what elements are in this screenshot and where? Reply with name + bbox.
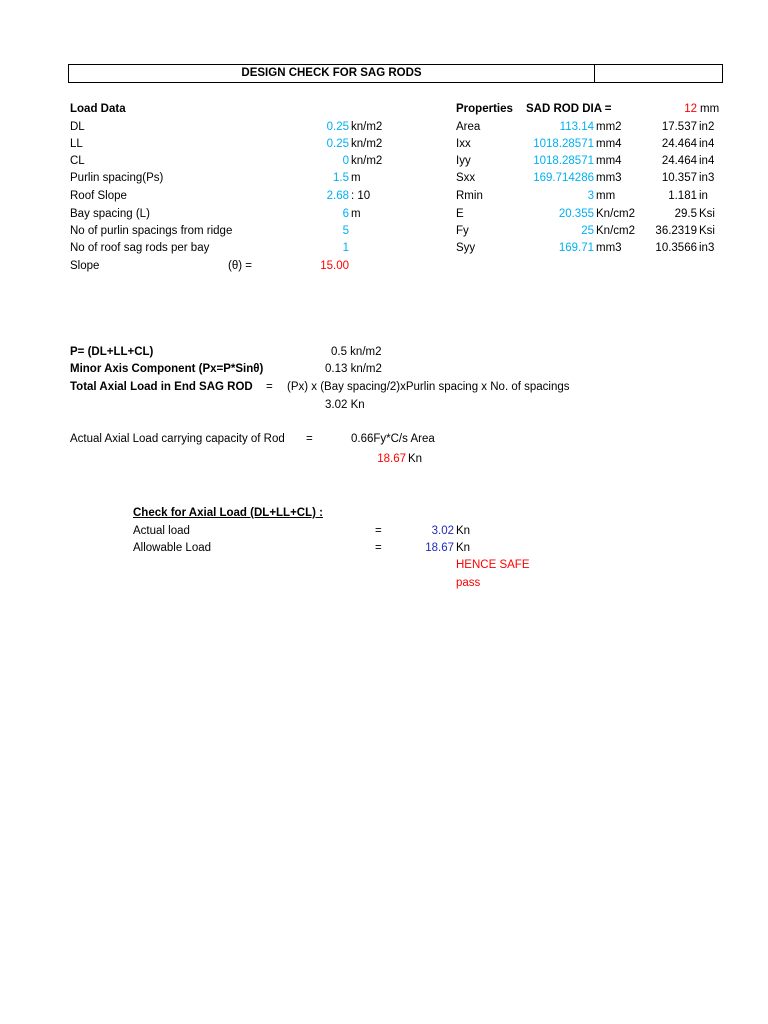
area-imperial-unit: in2 — [699, 121, 715, 133]
iyy-unit: mm4 — [596, 155, 622, 167]
fy-imperial-unit: Ksi — [699, 225, 715, 237]
check-heading: Check for Axial Load (DL+LL+CL) : — [133, 507, 323, 519]
fy-value: 25 — [581, 225, 594, 237]
allowable-load-unit: Kn — [456, 542, 471, 554]
ll-value: 0.25 — [326, 138, 349, 150]
capacity-formula: 0.66Fy*C/s Area — [351, 433, 435, 445]
syy-unit: mm3 — [596, 242, 622, 254]
purlin-spacing-label: Purlin spacing(Ps) — [70, 172, 164, 184]
area-unit: mm2 — [596, 121, 622, 133]
actual-load-label: Actual load — [133, 525, 190, 537]
rmin-value: 3 — [587, 190, 594, 202]
roof-slope-value: 2.68 — [326, 190, 349, 202]
sxx-unit: mm3 — [596, 172, 622, 184]
ixx-value: 1018.28571 — [533, 138, 594, 150]
total-axial-label: Total Axial Load in End SAG ROD — [70, 381, 253, 393]
sxx-imperial-unit: in3 — [699, 172, 715, 184]
capacity-label: Actual Axial Load carrying capacity of Rod — [70, 433, 285, 445]
capacity-value: 18.67 — [377, 453, 406, 465]
purlin-count-label: No of purlin spacings from ridge — [70, 225, 233, 237]
slope-symbol: (θ) = — [228, 260, 252, 272]
fy-imperial: 36.2319 — [655, 225, 697, 237]
ixx-label: Ixx — [456, 138, 471, 150]
e-imperial: 29.5 — [674, 208, 697, 220]
syy-imperial: 10.3566 — [655, 242, 697, 254]
ixx-imperial: 24.464 — [661, 138, 697, 150]
rod-dia-unit: mm — [700, 103, 720, 115]
rod-dia-value: 12 — [684, 103, 697, 115]
page-title: DESIGN CHECK FOR SAG RODS — [241, 67, 422, 79]
iyy-imperial-unit: in4 — [699, 155, 715, 167]
e-label: E — [456, 208, 464, 220]
iyy-imperial: 24.464 — [661, 155, 697, 167]
cl-unit: kn/m2 — [351, 155, 383, 167]
cl-value: 0 — [342, 155, 349, 167]
cl-label: CL — [70, 155, 85, 167]
ll-unit: kn/m2 — [351, 138, 383, 150]
ll-label: LL — [70, 138, 83, 150]
syy-value: 169.71 — [558, 242, 594, 254]
sag-rods-value: 1 — [342, 242, 349, 254]
iyy-label: Iyy — [456, 155, 471, 167]
purlin-spacing-value: 1.5 — [333, 172, 349, 184]
total-axial-formula: (Px) x (Bay spacing/2)xPurlin spacing x No. of spacings — [287, 381, 570, 393]
ixx-unit: mm4 — [596, 138, 622, 150]
syy-imperial-unit: in3 — [699, 242, 715, 254]
area-label: Area — [456, 121, 481, 133]
total-axial-eq: = — [266, 381, 273, 393]
rmin-label: Rmin — [456, 190, 483, 202]
status-badge: pass — [456, 577, 481, 589]
e-value: 20.355 — [558, 208, 594, 220]
syy-label: Syy — [456, 242, 476, 254]
bay-spacing-unit: m — [351, 208, 361, 220]
bay-spacing-label: Bay spacing (L) — [70, 208, 150, 220]
rmin-imperial: 1.181 — [668, 190, 697, 202]
allowable-load-eq: = — [375, 542, 382, 554]
minor-axis-value: 0.13 kn/m2 — [325, 363, 382, 375]
purlin-spacing-unit: m — [351, 172, 361, 184]
fy-label: Fy — [456, 225, 469, 237]
rmin-imperial-unit: in — [699, 190, 708, 202]
dl-value: 0.25 — [326, 121, 349, 133]
actual-load-value: 3.02 — [431, 525, 454, 537]
dl-unit: kn/m2 — [351, 121, 383, 133]
roof-slope-unit: : 10 — [351, 190, 371, 202]
allowable-load-value: 18.67 — [425, 542, 454, 554]
p-label: P= (DL+LL+CL) — [70, 346, 154, 358]
fy-unit: Kn/cm2 — [596, 225, 635, 237]
dl-label: DL — [70, 121, 85, 133]
e-unit: Kn/cm2 — [596, 208, 635, 220]
purlin-count-value: 5 — [342, 225, 349, 237]
load-data-heading: Load Data — [70, 103, 126, 115]
bay-spacing-value: 6 — [342, 208, 349, 220]
sxx-value: 169.714286 — [533, 172, 594, 184]
sag-rods-label: No of roof sag rods per bay — [70, 242, 210, 254]
iyy-value: 1018.28571 — [533, 155, 594, 167]
capacity-unit: Kn — [408, 453, 423, 465]
p-value: 0.5 kn/m2 — [331, 346, 382, 358]
allowable-load-label: Allowable Load — [133, 542, 212, 554]
roof-slope-label: Roof Slope — [70, 190, 127, 202]
area-value: 113.14 — [559, 121, 594, 133]
result-text: HENCE SAFE — [456, 559, 530, 571]
slope-label: Slope — [70, 260, 100, 272]
ixx-imperial-unit: in4 — [699, 138, 715, 150]
e-imperial-unit: Ksi — [699, 208, 715, 220]
total-axial-value: 3.02 Kn — [325, 399, 365, 411]
properties-heading: Properties — [456, 103, 513, 115]
actual-load-unit: Kn — [456, 525, 471, 537]
slope-value: 15.00 — [320, 260, 349, 272]
capacity-eq: = — [306, 433, 313, 445]
sxx-label: Sxx — [456, 172, 476, 184]
rmin-unit: mm — [596, 190, 616, 202]
actual-load-eq: = — [375, 525, 382, 537]
rod-dia-label: SAD ROD DIA = — [526, 103, 612, 115]
area-imperial: 17.537 — [661, 121, 697, 133]
minor-axis-label: Minor Axis Component (Px=P*Sinθ) — [70, 363, 264, 375]
sxx-imperial: 10.357 — [661, 172, 697, 184]
